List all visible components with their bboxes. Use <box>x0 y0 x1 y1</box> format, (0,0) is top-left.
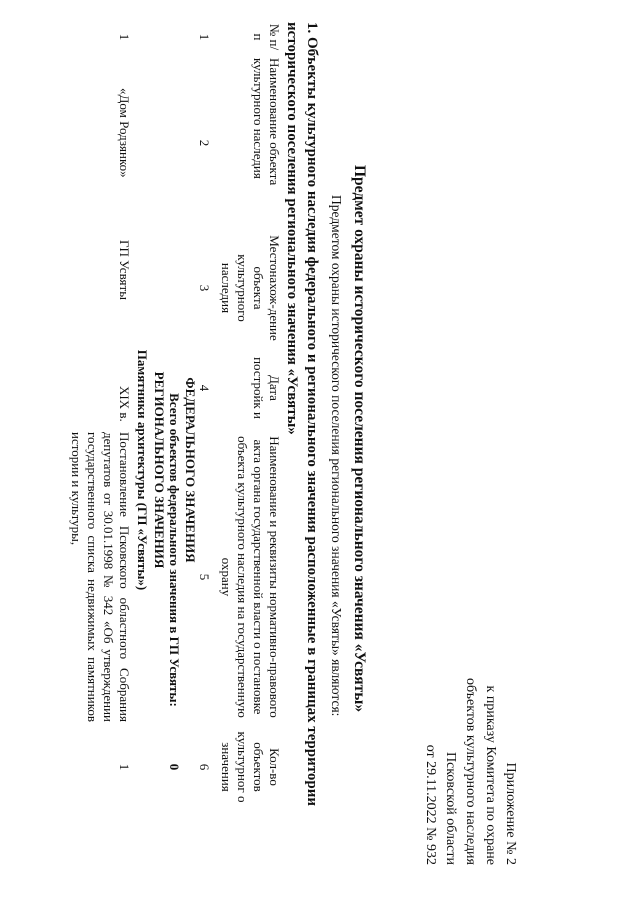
column-number-1: 1 <box>197 33 212 41</box>
column-number-6: 6 <box>197 763 212 771</box>
appendix-committee-line: объектов культурного наследия <box>463 677 478 865</box>
column-number-3: 3 <box>197 284 212 292</box>
header-build-date: Дата постройк и <box>251 357 282 419</box>
group-heading: Памятники архитектуры (ГП «Усвяты») <box>135 349 150 591</box>
row-legal-act: Постановление Псковского областного Собрания депутатов от 30.01.1998 № 342 «Об утверждении государственного списка недвижимых памятников истории и культуры, <box>69 432 132 722</box>
appendix-number: Приложение № 2 <box>503 762 518 865</box>
column-number-5: 5 <box>197 573 212 581</box>
header-location: Местонахож-дение объекта культурного наследия <box>219 235 282 341</box>
appendix-block <box>420 678 520 865</box>
row-build-date: XIX в. <box>117 386 132 422</box>
row-location: ГП Усвяты <box>117 240 132 300</box>
column-number-2: 2 <box>197 139 212 147</box>
federal-total-value: 0 <box>167 763 182 771</box>
column-number-4: 4 <box>197 384 212 392</box>
federal-heading: ФЕДЕРАЛЬНОГО ЗНАЧЕНИЯ <box>183 377 198 563</box>
row-number: 1 <box>117 33 132 41</box>
section-heading: 1. Объекты культурного наследия федерального и регионального значения расположенные в границах территории исторического поселения регионального значения «Усвяты» <box>284 22 320 807</box>
federal-total-label: Всего объектов федерального значения в ГП Усвяты: <box>167 393 182 707</box>
appendix-region-line: Псковской области <box>443 751 458 865</box>
regional-heading: РЕГИОНАЛЬНОГО ЗНАЧЕНИЯ <box>152 371 167 569</box>
row-object-name: «Дом Родзянко» <box>117 88 132 178</box>
page-title: Предмет охраны исторического поселения регионального значения «Усвяты» <box>351 165 368 713</box>
header-object-name: Наименование объекта культурного наследия <box>251 58 282 186</box>
header-number: № п/п <box>251 23 282 51</box>
page-subtitle: Предметом охраны исторического поселения регионального значения «Усвяты» являются: <box>329 195 344 717</box>
appendix-date-line: от 29.11.2022 № 932 <box>423 744 438 865</box>
row-object-count: 1 <box>117 763 132 771</box>
header-legal-act: Наименование и реквизиты нормативно-правового акта органа государственной власти о постановке объекта культурного наследия на государственную охрану <box>219 436 282 718</box>
appendix-order-line: к приказу Комитета по охране <box>483 685 498 865</box>
header-object-count: Кол-во объектов культурног о значения <box>219 731 282 803</box>
